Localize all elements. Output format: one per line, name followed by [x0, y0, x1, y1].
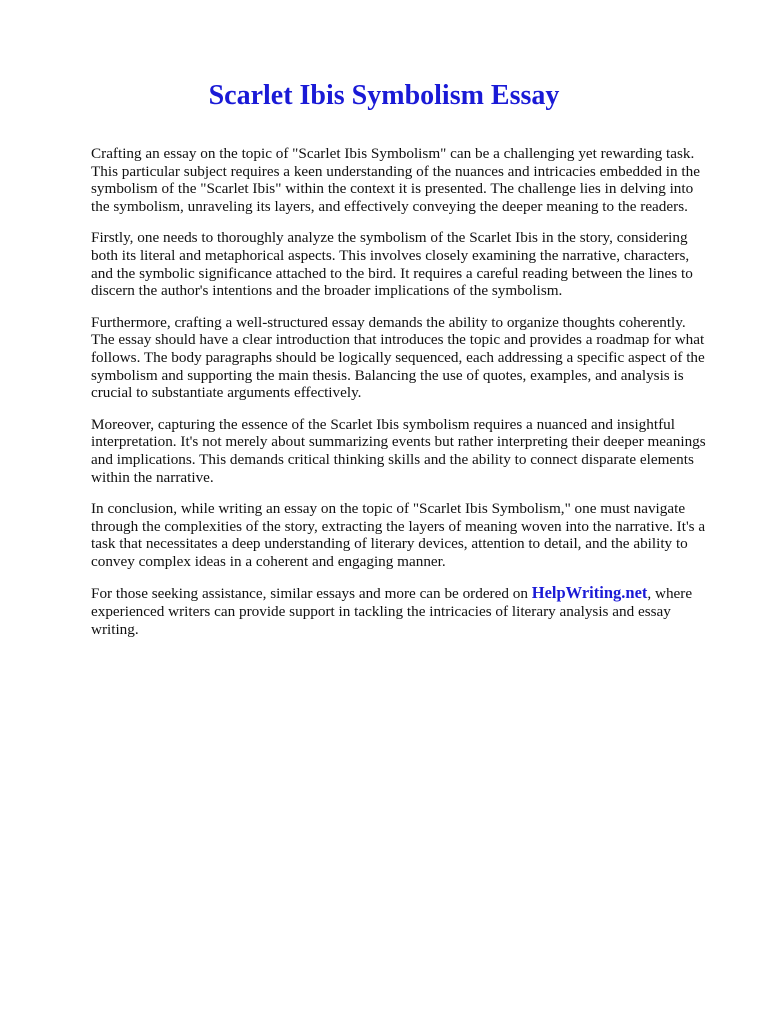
- page-title: Scarlet Ibis Symbolism Essay: [208, 80, 560, 111]
- paragraph-interpretation: Moreover, capturing the essence of the Scarlet Ibis symbolism requires a nuanced and insightful interpretation. It's not merely about summarizing events but rather interpreting their deeper meanings and implications. This demands critical thinking skills and the ability to connect disparate elements within the narrative.: [91, 415, 706, 486]
- helpwriting-link[interactable]: HelpWriting.net: [531, 583, 648, 603]
- essay-body: [91, 145, 711, 652]
- closing-text-after: , where experienced writers can provide support in tackling the intricacies of literary analysis and essay writing.: [91, 585, 693, 638]
- paragraph-structure: Furthermore, crafting a well-structured essay demands the ability to organize thoughts coherently. The essay should have a clear introduction that introduces the topic and provides a roadmap for what follows. The body paragraphs should be logically sequenced, each addressing a specific aspect of the symbolism and supporting the main thesis. Balancing the use of quotes, examples, and analysis is crucial to substantiate arguments effectively.: [91, 313, 705, 402]
- paragraph-conclusion: In conclusion, while writing an essay on the topic of "Scarlet Ibis Symbolism," one must navigate through the complexities of the story, extracting the layers of meaning woven into the narrative. It's a task that necessitates a deep understanding of literary devices, attention to detail, and the ability to convey complex ideas in a coherent and engaging manner.: [91, 500, 706, 570]
- paragraph-analysis: Firstly, one needs to thoroughly analyze the symbolism of the Scarlet Ibis in the story, considering both its literal and metaphorical aspects. This involves closely examining the narrative, characters, and the symbolic significance attached to the bird. It requires a careful reading between the lines to discern the author's intentions and the broader implications of the symbolism.: [91, 229, 693, 300]
- paragraph-closing: [91, 584, 711, 638]
- paragraph-intro: Crafting an essay on the topic of "Scarlet Ibis Symbolism" can be a challenging yet rewarding task. This particular subject requires a keen understanding of the nuances and intricacies embedded in the symbolism of the "Scarlet Ibis" within the context it is presented. The challenge lies in delving into the symbolism, unraveling its layers, and effectively conveying the deeper meaning to the readers.: [91, 145, 700, 215]
- closing-text-before: For those seeking assistance, similar essays and more can be ordered on: [91, 585, 532, 603]
